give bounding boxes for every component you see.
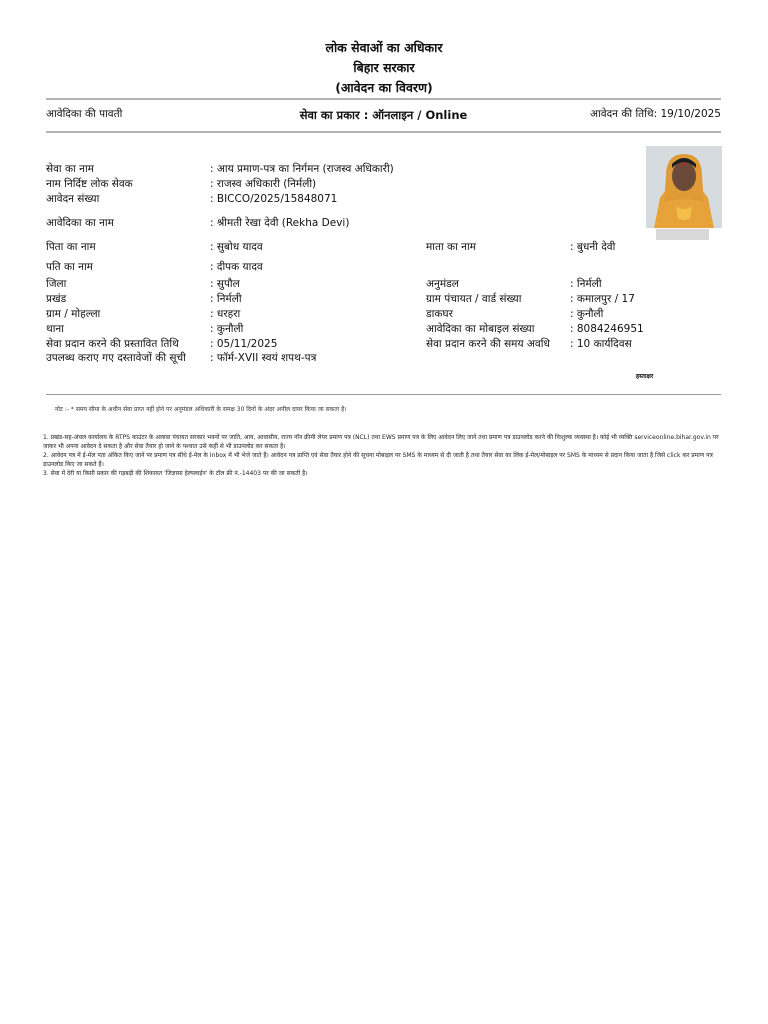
field-value: : निर्मली bbox=[570, 278, 602, 290]
field-value: : श्रीमती रेखा देवी (Rekha Devi) bbox=[210, 217, 350, 229]
field-label: अनुमंडल bbox=[426, 278, 459, 290]
field-value: : दीपक यादव bbox=[210, 261, 263, 273]
field-value: : फॉर्म-XVII स्वयं शपथ-पत्र bbox=[210, 352, 317, 364]
field-label: माता का नाम bbox=[426, 241, 476, 253]
field-label: पिता का नाम bbox=[46, 241, 96, 253]
field-value: : बुधनी देवी bbox=[570, 241, 616, 253]
field-label: डाकघर bbox=[426, 308, 453, 320]
field-value: : सुबोध यादव bbox=[210, 241, 263, 253]
field-label: सेवा प्रदान करने की समय अवधि bbox=[426, 338, 550, 350]
field-label: आवेदन संख्या bbox=[46, 193, 100, 205]
instruction-item: 1. प्रखंड-सह-अंचल कार्यालय के RTPS काउंटर के अलावा पंचायत सरकार भवनों पर जाति, आय, आवासीय, राज्य नॉन क्रीमी लेयर प्रमाण पत्र (NCL) तथा EWS प्रमाण पत्र के लिए आवेदन लिए जाने तथा प्रमाण पत्र डाउनलोड करने की निःशुल्क व्यवस्था है। कोई भी व्यक्ति serviceonline.bihar.gov.in पर जाकर भी अपना आवेदन दे सकता है और सेवा तैयार हो जाने के पश्चात उसे कहीं से भी डाउनलोड कर सकता है। bbox=[43, 434, 719, 450]
header-title: लोक सेवाओं का अधिकार bbox=[325, 40, 443, 55]
signature-label: हस्ताक्षर bbox=[636, 373, 654, 380]
field-value: : कुनौली bbox=[570, 308, 604, 320]
instruction-item: 3. सेवा में देरी या किसी प्रकार की गड़बड़ी की शिकायत 'जिज्ञासा हेल्पलाईन' के टॉल फ्री नं.-14403 पर की जा सकती है। bbox=[43, 470, 308, 477]
application-date: आवेदन की तिथि: 19/10/2025 bbox=[590, 108, 721, 120]
field-label: सेवा का नाम bbox=[46, 163, 94, 175]
field-value: : निर्मली bbox=[210, 293, 242, 305]
field-value: : कमालपुर / 17 bbox=[570, 293, 635, 305]
field-label: सेवा प्रदान करने की प्रस्तावित तिथि bbox=[46, 338, 179, 350]
service-type: सेवा का प्रकार : ऑनलाइन / Online bbox=[299, 108, 468, 122]
field-label: नाम निर्दिष्ट लोक सेवक bbox=[46, 178, 133, 190]
document-header bbox=[0, 38, 768, 98]
instructions bbox=[43, 433, 723, 478]
field-value: : राजस्व अधिकारी (निर्मली) bbox=[210, 178, 317, 190]
field-label: प्रखंड bbox=[46, 293, 67, 305]
field-value: : आय प्रमाण-पत्र का निर्गमन (राजस्व अधिकारी) bbox=[210, 163, 394, 175]
field-value: : सुपौल bbox=[210, 278, 240, 290]
field-label: पति का नाम bbox=[46, 261, 93, 273]
ack-divider bbox=[46, 131, 721, 133]
instruction-item: 2. आवेदन पत्र में ई-मेल पता अंकित किए जाने पर प्रमाण पत्र सीधे ई-मेल के Inbox में भी भेजे जाते हैं। आवेदन पत्र प्राप्ति एवं सेवा तैयार होने की सूचना मोबाइल पर SMS के माध्यम से दी जाती है तथा तैयार सेवा का लिंक ई-मेल/मोबाइल पर SMS के माध्यम से प्रदान किया जाता है जिसे click कर प्रमाण पत्र डाउनलोड किए जा सकते हैं। bbox=[43, 452, 713, 468]
appeal-note: नोट :- * समय सीमा के अधीन सेवा प्राप्त नहीं होने पर अनुमंडल अधिकारी के समक्ष 30 दिनों के अंदर अपील दायर किया जा सकता है। bbox=[55, 406, 347, 413]
header-government: बिहार सरकार bbox=[353, 60, 415, 75]
photo-signature-strip bbox=[656, 229, 709, 240]
field-value: : 8084246951 bbox=[570, 323, 644, 335]
field-value: : BICCO/2025/15848071 bbox=[210, 193, 338, 205]
field-label: थाना bbox=[46, 323, 64, 335]
header-subtitle: (आवेदन का विवरण) bbox=[335, 80, 433, 95]
field-value: : 05/11/2025 bbox=[210, 338, 278, 350]
field-value: : कुनौली bbox=[210, 323, 244, 335]
applicant-photo bbox=[646, 146, 722, 228]
field-value: : धरहरा bbox=[210, 308, 241, 320]
field-value: : 10 कार्यदिवस bbox=[570, 338, 632, 350]
field-label: आवेदिका का नाम bbox=[46, 217, 114, 229]
acknowledgement-label: आवेदिका की पावती bbox=[46, 108, 123, 120]
acknowledgement-bar bbox=[46, 107, 721, 125]
note-divider bbox=[46, 394, 721, 395]
field-label: उपलब्ध कराए गए दस्तावेजों की सूची bbox=[46, 352, 186, 364]
top-divider bbox=[46, 98, 721, 100]
field-label: ग्राम पंचायत / वार्ड संख्या bbox=[426, 293, 522, 305]
field-label: आवेदिका का मोबाइल संख्या bbox=[426, 323, 535, 335]
field-label: ग्राम / मोहल्ला bbox=[46, 308, 101, 320]
field-label: जिला bbox=[46, 278, 67, 290]
applicant-photo-image bbox=[646, 146, 722, 228]
